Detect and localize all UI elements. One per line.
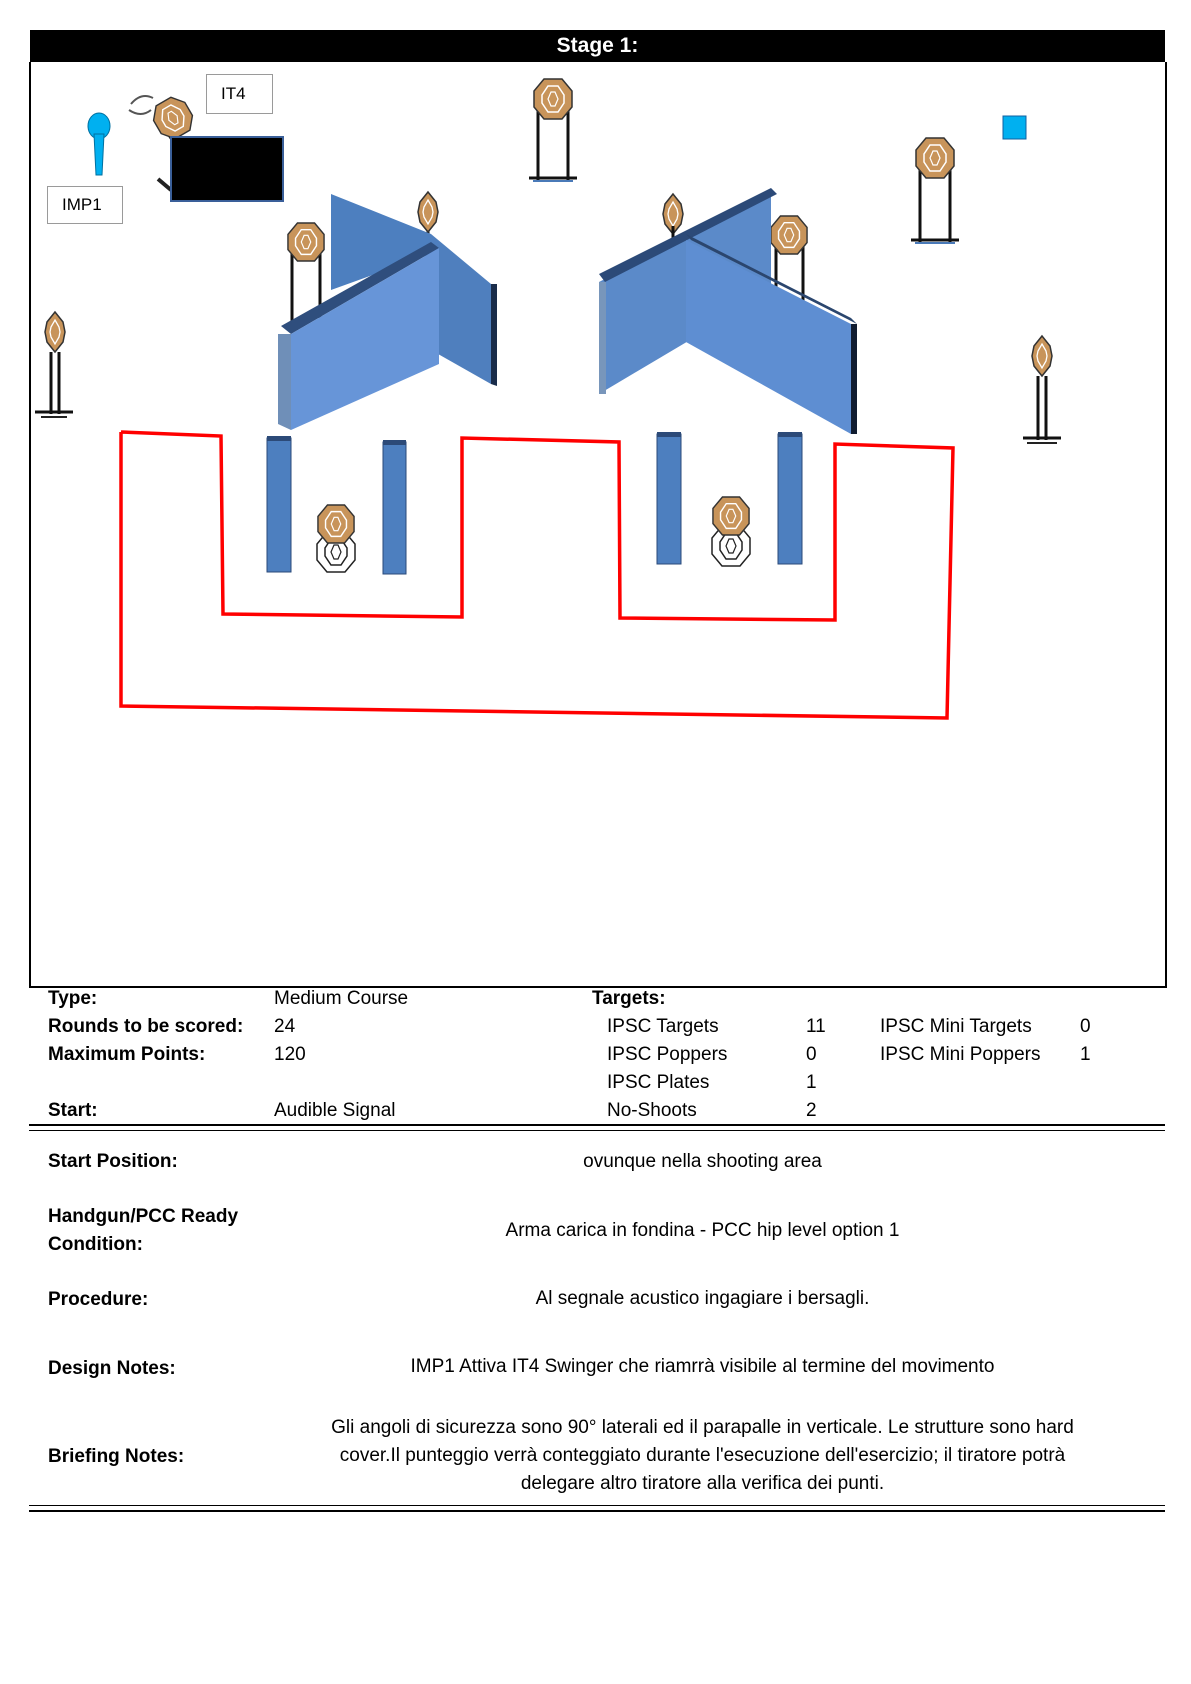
imp1-label: IMP1 xyxy=(47,186,123,224)
target-count: 2 xyxy=(806,1100,817,1121)
ipsc-target-icon xyxy=(1023,336,1061,443)
target-name: IPSC Targets xyxy=(607,1016,719,1037)
ipsc-target-icon xyxy=(713,497,749,535)
start-value: Audible Signal xyxy=(274,1100,396,1121)
target-name: IPSC Poppers xyxy=(607,1044,728,1065)
type-value: Medium Course xyxy=(274,988,409,1009)
mini-target-count: 0 xyxy=(1080,1016,1091,1037)
ready-condition-label-line2: Condition: xyxy=(48,1234,143,1255)
max-points-value: 120 xyxy=(274,1044,306,1065)
ipsc-target-icon xyxy=(911,138,959,243)
design-notes-value: IMP1 Attiva IT4 Swinger che riamrrà visibile al termine del movimento xyxy=(410,1356,995,1377)
hard-cover-box xyxy=(171,137,283,201)
wall-icon xyxy=(278,192,497,430)
start-position-value: ovunque nella shooting area xyxy=(583,1151,822,1172)
targets-label: Targets: xyxy=(592,988,666,1009)
briefing-notes-line-2: cover.Il punteggio verrà conteggiato durante l'esecuzione dell'esercizio; il tiratore potrà xyxy=(339,1445,1066,1466)
start-label: Start: xyxy=(48,1100,98,1121)
barrel-icon xyxy=(778,432,802,564)
divider xyxy=(29,1124,1165,1126)
rounds-value: 24 xyxy=(274,1016,296,1037)
divider xyxy=(29,1505,1165,1506)
target-count: 11 xyxy=(806,1016,826,1037)
start-position-label: Start Position: xyxy=(48,1151,178,1172)
procedure-label: Procedure: xyxy=(48,1289,149,1310)
rounds-label: Rounds to be scored: xyxy=(48,1016,244,1037)
briefing-notes-line-3: delegare altro tiratore alla verifica dei punti. xyxy=(520,1473,885,1494)
target-count: 1 xyxy=(806,1072,817,1093)
target-count: 0 xyxy=(806,1044,817,1065)
ready-condition-value: Arma carica in fondina - PCC hip level option 1 xyxy=(505,1220,900,1241)
divider xyxy=(29,1510,1165,1512)
ipsc-target-icon xyxy=(318,505,354,543)
briefing-notes-line-1: Gli angoli di sicurezza sono 90° laterali ed il parapalle in verticale. Le strutture sono hard xyxy=(331,1417,1074,1438)
stage-diagram xyxy=(29,62,1167,988)
popper-icon xyxy=(88,113,110,175)
start-marker-icon xyxy=(1003,116,1026,139)
procedure-value: Al segnale acustico ingagiare i bersagli. xyxy=(535,1288,870,1309)
target-name: No-Shoots xyxy=(607,1100,697,1121)
wall-icon xyxy=(599,188,857,434)
design-notes-label: Design Notes: xyxy=(48,1358,176,1379)
target-name: IPSC Plates xyxy=(607,1072,710,1093)
fault-line-icon xyxy=(121,432,953,718)
barrel-icon xyxy=(657,432,681,564)
mini-target-name: IPSC Mini Poppers xyxy=(880,1044,1041,1065)
briefing-notes-label: Briefing Notes: xyxy=(48,1446,185,1467)
ipsc-target-icon xyxy=(529,79,577,181)
ipsc-target-icon xyxy=(35,312,73,417)
mini-target-count: 1 xyxy=(1080,1044,1091,1065)
max-points-label: Maximum Points: xyxy=(48,1044,206,1065)
ready-condition-label-line1: Handgun/PCC Ready xyxy=(48,1206,239,1227)
mini-target-name: IPSC Mini Targets xyxy=(880,1016,1032,1037)
it4-label: IT4 xyxy=(206,74,273,114)
divider xyxy=(29,1130,1165,1131)
type-label: Type: xyxy=(48,988,98,1009)
barrel-icon xyxy=(383,440,406,574)
stage-diagram-svg xyxy=(31,62,1165,986)
barrel-icon xyxy=(267,436,291,572)
stage-title: Stage 1: xyxy=(30,30,1165,62)
